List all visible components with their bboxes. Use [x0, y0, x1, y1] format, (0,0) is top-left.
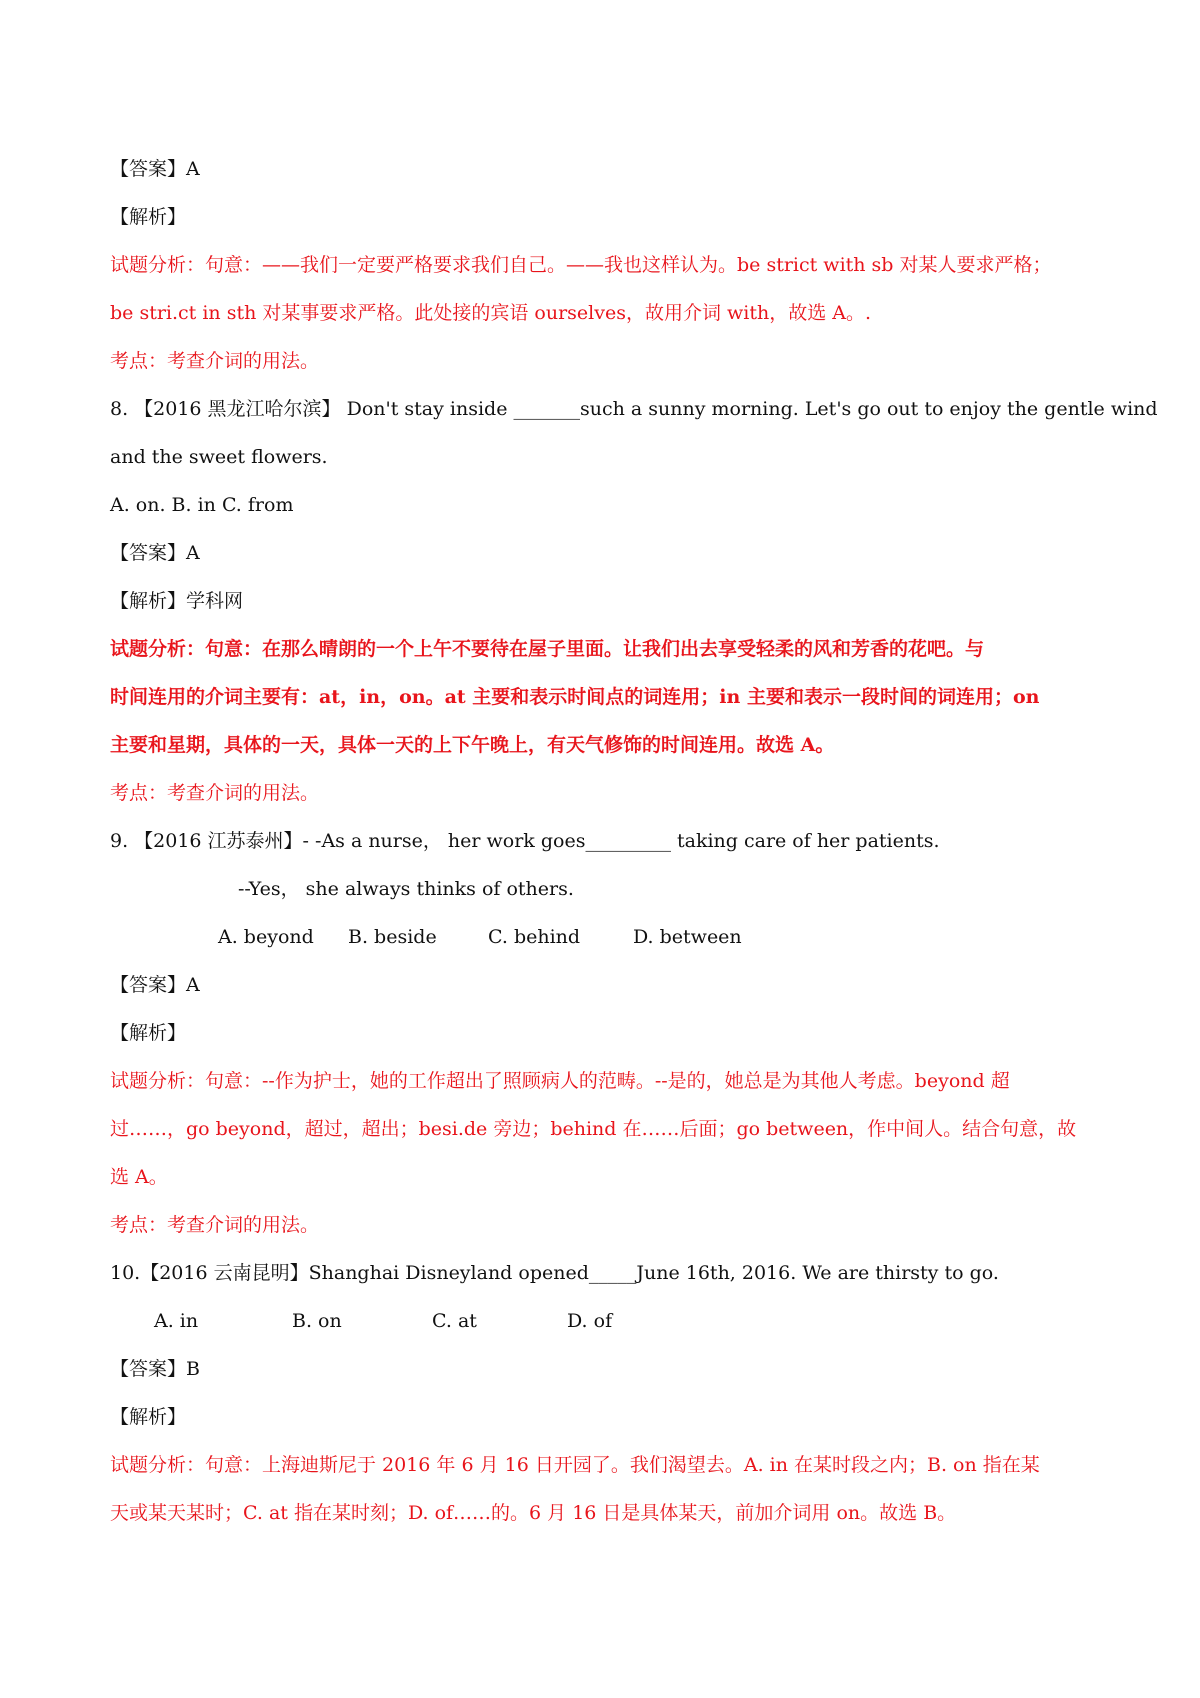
q10-options — [110, 1297, 1100, 1345]
q10-option-a: A. in — [154, 1310, 199, 1332]
q8-options: A. on. B. in C. from — [110, 494, 294, 516]
q9-analysis-label: 【解析】 — [110, 1022, 187, 1044]
document-page — [110, 145, 1158, 1537]
q7-answer: 【答案】A — [110, 158, 200, 180]
q8-analysis-line1: 试题分析：句意：在那么晴朗的一个上午不要待在屋子里面。让我们出去享受轻柔的风和芳香的花吧。与 — [110, 638, 985, 660]
q9-option-c: C. behind — [488, 926, 581, 948]
q9-analysis-line3: 选 A。 — [110, 1166, 168, 1188]
q7-analysis-line2: be stri.ct in sth 对某事要求严格。此处接的宾语 ourselves，故用介词 with，故选 A。. — [110, 302, 872, 324]
q9-answer: 【答案】A — [110, 974, 200, 996]
q8-kaodian: 考点：考查介词的用法。 — [110, 782, 320, 804]
q7-kaodian: 考点：考查介词的用法。 — [110, 350, 320, 372]
q8-stem-line2: and the sweet flowers. — [110, 446, 328, 468]
q10-analysis-label: 【解析】 — [110, 1406, 187, 1428]
q10-analysis-line2: 天或某天某时；C. at 指在某时刻；D. of……的。6 月 16 日是具体某天，前加介词用 on。故选 B。 — [110, 1502, 957, 1524]
q9-options — [110, 913, 1100, 961]
q8-analysis-line2: 时间连用的介词主要有：at，in，on。at 主要和表示时间点的词连用；in 主要和表示一段时间的词连用；on — [110, 686, 1040, 708]
q10-stem-line1: 10.【2016 云南昆明】Shanghai Disneyland opened_____June 16th, 2016. We are thirsty to go. — [110, 1262, 999, 1284]
q10-analysis-line1: 试题分析：句意：上海迪斯尼于 2016 年 6 月 16 日开园了。我们渴望去。A. in 在某时段之内；B. on 指在某 — [110, 1454, 1040, 1476]
q8-stem-line1: 8. 【2016 黑龙江哈尔滨】 Don't stay inside _______such a sunny morning. Let's go out to enjoy the gentle wind — [110, 398, 1158, 420]
q9-stem-line2: --Yes， she always thinks of others. — [238, 878, 574, 900]
q9-option-a: A. beyond — [218, 926, 314, 948]
q9-kaodian: 考点：考查介词的用法。 — [110, 1214, 320, 1236]
q10-option-d: D. of — [567, 1310, 613, 1332]
q8-answer: 【答案】A — [110, 542, 200, 564]
q9-option-b: B. beside — [348, 926, 437, 948]
q8-analysis-line3: 主要和星期，具体的一天，具体一天的上下午晚上，有天气修饰的时间连用。故选 A。 — [110, 734, 835, 756]
q10-answer: 【答案】B — [110, 1358, 200, 1380]
q9-analysis-line1: 试题分析：句意：--作为护士，她的工作超出了照顾病人的范畴。--是的，她总是为其他人考虑。beyond 超 — [110, 1070, 1010, 1092]
q7-analysis-label: 【解析】 — [110, 206, 187, 228]
q9-option-d: D. between — [633, 926, 742, 948]
q10-option-c: C. at — [432, 1310, 477, 1332]
q9-stem-line1: 9. 【2016 江苏泰州】- -As a nurse， her work goes_________ taking care of her patients. — [110, 830, 940, 852]
q8-analysis-label: 【解析】学科网 — [110, 590, 244, 612]
q9-analysis-line2: 过……，go beyond，超过，超出；besi.de 旁边；behind 在……后面；go between，作中间人。结合句意，故 — [110, 1118, 1077, 1140]
q7-analysis-line1: 试题分析：句意：——我们一定要严格要求我们自己。——我也这样认为。be strict with sb 对某人要求严格； — [110, 254, 1052, 276]
q10-option-b: B. on — [292, 1310, 342, 1332]
